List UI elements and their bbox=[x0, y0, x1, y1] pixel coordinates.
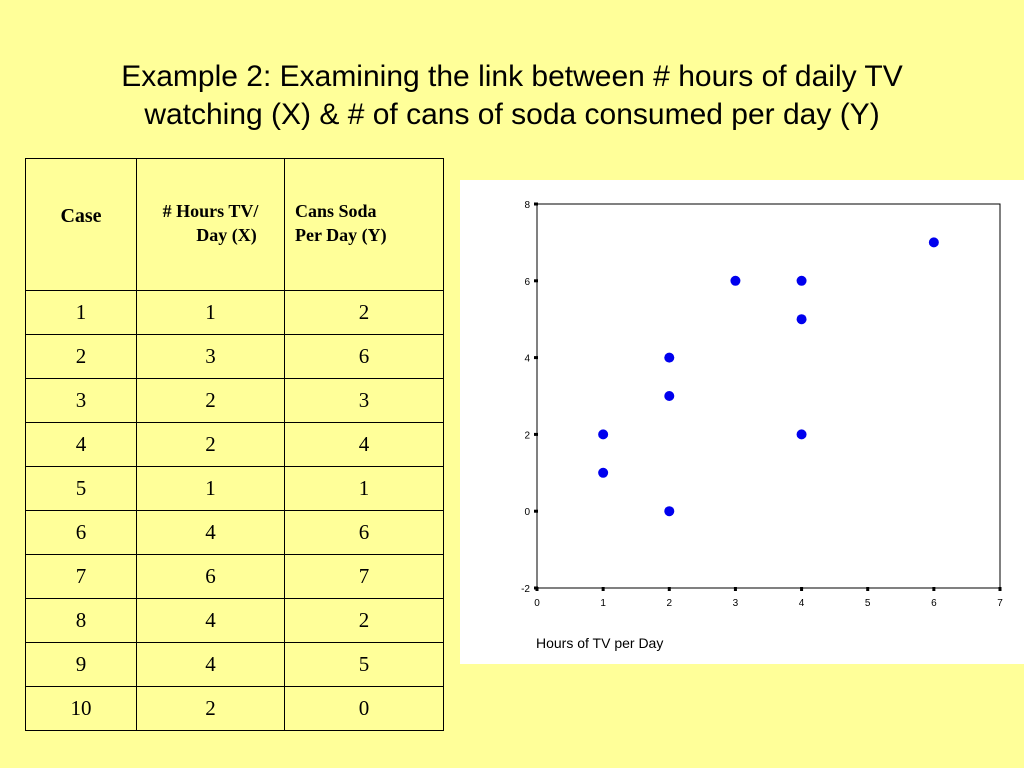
table-row bbox=[26, 643, 444, 687]
cell-case: 3 bbox=[26, 379, 137, 423]
data-point bbox=[929, 237, 939, 247]
cell-x: 2 bbox=[137, 379, 285, 423]
data-point bbox=[730, 276, 740, 286]
x-tick-label: 2 bbox=[666, 598, 673, 609]
data-point bbox=[598, 429, 608, 439]
x-tick-label: 6 bbox=[931, 598, 937, 609]
header-hours-tv-line1: # Hours TV/ bbox=[162, 201, 259, 221]
data-point bbox=[797, 429, 807, 439]
cell-y: 6 bbox=[285, 335, 444, 379]
cell-x: 6 bbox=[137, 555, 285, 599]
cell-y: 0 bbox=[285, 687, 444, 731]
cell-y: 6 bbox=[285, 511, 444, 555]
cell-case: 2 bbox=[26, 335, 137, 379]
cell-case: 6 bbox=[26, 511, 137, 555]
cell-x: 2 bbox=[137, 423, 285, 467]
data-point bbox=[664, 391, 674, 401]
cell-case: 8 bbox=[26, 599, 137, 643]
x-axis-label: Hours of TV per Day bbox=[536, 635, 664, 651]
table-row bbox=[26, 291, 444, 335]
cell-x: 4 bbox=[137, 643, 285, 687]
x-tick-label: 5 bbox=[864, 598, 871, 609]
table-row bbox=[26, 423, 444, 467]
title-line-1: Example 2: Examining the link between # hours of daily TV bbox=[121, 60, 903, 93]
cell-x: 3 bbox=[137, 335, 285, 379]
cell-x: 4 bbox=[137, 511, 285, 555]
table-row bbox=[26, 687, 444, 731]
header-case-label: Case bbox=[60, 205, 102, 227]
cell-x: 1 bbox=[137, 291, 285, 335]
data-point bbox=[664, 506, 674, 516]
x-tick-label: 3 bbox=[732, 598, 739, 609]
table-row bbox=[26, 379, 444, 423]
cell-y: 2 bbox=[285, 291, 444, 335]
cell-y: 3 bbox=[285, 379, 444, 423]
x-tick-label: 0 bbox=[534, 598, 540, 609]
scatter-chart-panel bbox=[460, 180, 1024, 664]
table-row bbox=[26, 599, 444, 643]
x-tick-label: 4 bbox=[798, 598, 805, 609]
y-tick-label: 4 bbox=[524, 353, 530, 365]
table-row bbox=[26, 335, 444, 379]
y-tick-label: 0 bbox=[524, 507, 530, 519]
header-hours-tv-label bbox=[137, 199, 284, 247]
table-row bbox=[26, 511, 444, 555]
scatter-chart bbox=[460, 180, 1024, 664]
plot-frame bbox=[537, 204, 1000, 588]
cell-x: 2 bbox=[137, 687, 285, 731]
x-tick-label: 1 bbox=[600, 598, 606, 609]
data-point bbox=[797, 314, 807, 324]
cell-y: 2 bbox=[285, 599, 444, 643]
cell-case: 1 bbox=[26, 291, 137, 335]
header-hours-tv bbox=[137, 159, 285, 291]
cell-case: 5 bbox=[26, 467, 137, 511]
header-cans-soda-label bbox=[295, 199, 443, 247]
cell-x: 4 bbox=[137, 599, 285, 643]
x-tick-label: 7 bbox=[997, 598, 1003, 609]
title-line-2: watching (X) & # of cans of soda consumed per day (Y) bbox=[144, 98, 880, 131]
cell-y: 4 bbox=[285, 423, 444, 467]
data-point bbox=[797, 276, 807, 286]
table-body bbox=[26, 291, 444, 731]
cell-x: 1 bbox=[137, 467, 285, 511]
data-table bbox=[25, 158, 444, 731]
cell-case: 4 bbox=[26, 423, 137, 467]
cell-y: 7 bbox=[285, 555, 444, 599]
cell-y: 1 bbox=[285, 467, 444, 511]
y-tick-label: 8 bbox=[524, 200, 530, 211]
slide-title bbox=[30, 58, 994, 134]
y-tick-label: 2 bbox=[524, 430, 530, 442]
y-tick-label: 6 bbox=[524, 276, 530, 288]
header-hours-tv-line2: Day (X) bbox=[196, 225, 257, 245]
header-cans-soda-line2: Per Day (Y) bbox=[295, 225, 387, 245]
table-row bbox=[26, 555, 444, 599]
y-tick-label: -2 bbox=[521, 584, 530, 595]
cell-case: 7 bbox=[26, 555, 137, 599]
header-case bbox=[26, 159, 137, 291]
header-cans-soda bbox=[285, 159, 444, 291]
table-row bbox=[26, 467, 444, 511]
table-header-row bbox=[26, 159, 444, 291]
header-cans-soda-line1: Cans Soda bbox=[295, 201, 377, 221]
cell-case: 10 bbox=[26, 687, 137, 731]
cell-y: 5 bbox=[285, 643, 444, 687]
data-point bbox=[664, 353, 674, 363]
cell-case: 9 bbox=[26, 643, 137, 687]
data-point bbox=[598, 468, 608, 478]
